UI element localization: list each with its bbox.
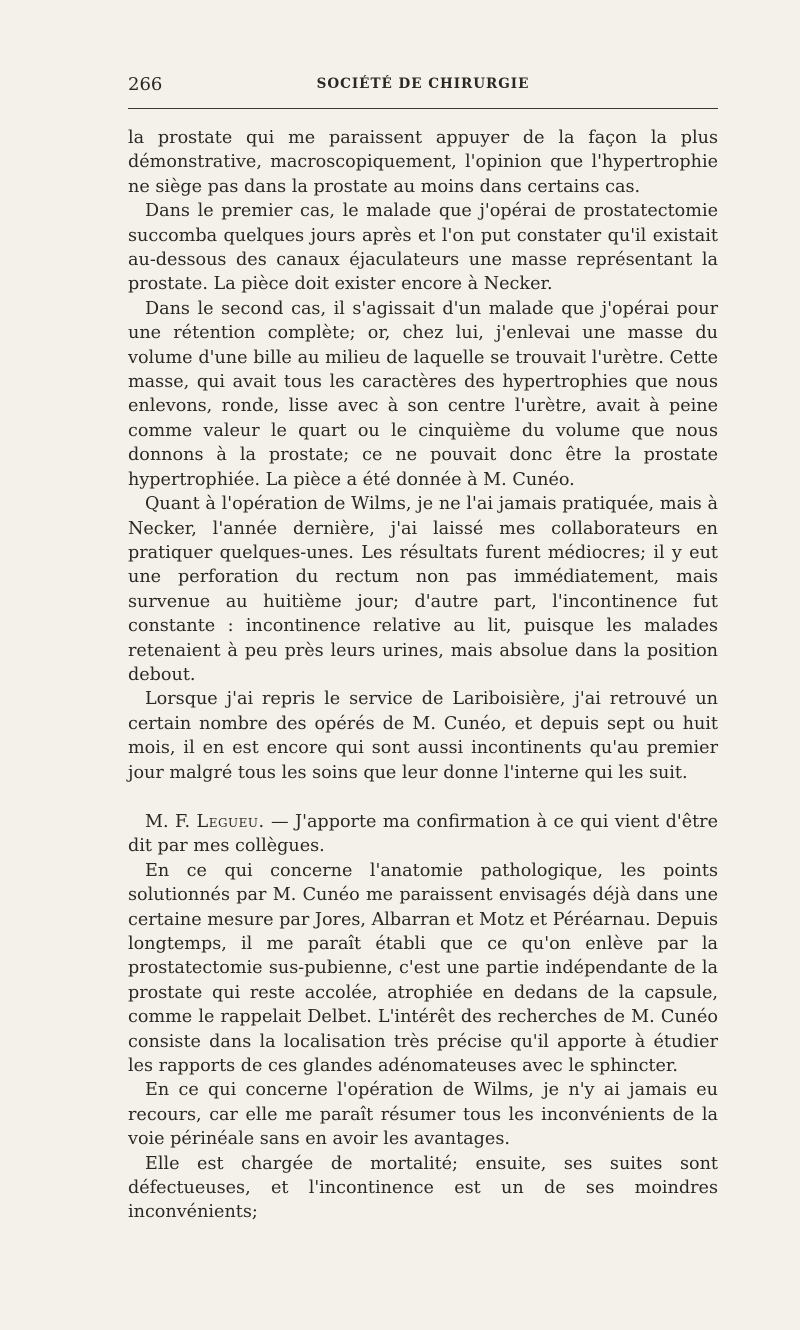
paragraph: En ce qui concerne l'opération de Wilms, je n'y ai jamais eu recours, car elle me paraît résumer tous les inconvénients de la voie périnéale sans en avoir les avantages. xyxy=(128,1080,718,1150)
paragraph: Dans le second cas, il s'agissait d'un malade que j'opérai pour une rétention complète; or, chez lui, j'enlevai une masse du volume d'une bille au milieu de laquelle se trouvait l'urètre. Cette masse, qui avait tous les caractères des hypertrophies que nous enlevons, ronde, lisse avec à son centre l'urètre, avait à peine comme valeur le quart ou le cinquième du volume que nous donnons à la prostate; ce ne pouvait donc être la prostate hypertrophiée. La pièce a été donnée à M. Cunéo. xyxy=(128,298,718,490)
page-body xyxy=(128,126,718,1225)
speaker-text: — J'apporte ma confirmation à ce qui vient d'être dit par mes collègues. xyxy=(128,811,719,857)
speaker-name: Legueu. xyxy=(196,811,265,832)
header-rule xyxy=(128,108,718,109)
speaker-prefix: M. F. xyxy=(145,811,191,832)
paragraph: la prostate qui me paraissent appuyer de la façon la plus démonstrative, macroscopiquement, l'opinion que l'hypertrophie ne siège pas dans la prostate au moins dans certains cas. xyxy=(128,128,718,197)
speaker-paragraph xyxy=(128,810,718,859)
page-number: 266 xyxy=(128,74,163,95)
paragraph: Dans le premier cas, le malade que j'opérai de prostatectomie succomba quelques jours après et l'on put constater qu'il existait au-dessous des canaux éjaculateurs une masse représentant la prostate. La pièce doit exister encore à Necker. xyxy=(128,201,718,295)
paragraph: Quant à l'opération de Wilms, je ne l'ai jamais pratiquée, mais à Necker, l'année dernière, j'ai laissé mes collaborateurs en pratiquer quelques-unes. Les résultats furent médiocres; il y eut une perforation du rectum non pas immédiatement, mais survenue au huitième jour; d'autre part, l'incontinence fut constante : incontinence relative au lit, puisque les malades retenaient à peu près leurs urines, mais absolue dans la position debout. xyxy=(128,494,718,685)
paragraph: Elle est chargée de mortalité; ensuite, ses suites sont défectueuses, et l'incontinence est un de ses moindres inconvénients; xyxy=(128,1153,718,1223)
running-head: SOCIÉTÉ DE CHIRURGIE xyxy=(316,76,530,92)
paragraph: En ce qui concerne l'anatomie pathologique, les points solutionnés par M. Cunéo me paraissent envisagés déjà dans une certaine mesure par Jores, Albarran et Motz et Péréarnau. Depuis longtemps, il me paraît établi que ce qu'on enlève par la prostatectomie sus-pubienne, c'est une partie indépendante de la prostate qui reste accolée, atrophiée en dedans de la capsule, comme le rappelait Delbet. L'intérêt des recherches de M. Cunéo consiste dans la localisation très précise qu'il apporte à étudier les rapports de ces glandes adénomateuses avec le sphincter. xyxy=(128,860,718,1077)
paragraph: Lorsque j'ai repris le service de Lariboisière, j'ai retrouvé un certain nombre des opérés de M. Cunéo, et depuis sept ou huit mois, il en est encore qui sont aussi incontinents qu'au premier jour malgré tous les soins que leur donne l'interne qui les suit. xyxy=(128,689,718,783)
page-header xyxy=(128,74,718,98)
